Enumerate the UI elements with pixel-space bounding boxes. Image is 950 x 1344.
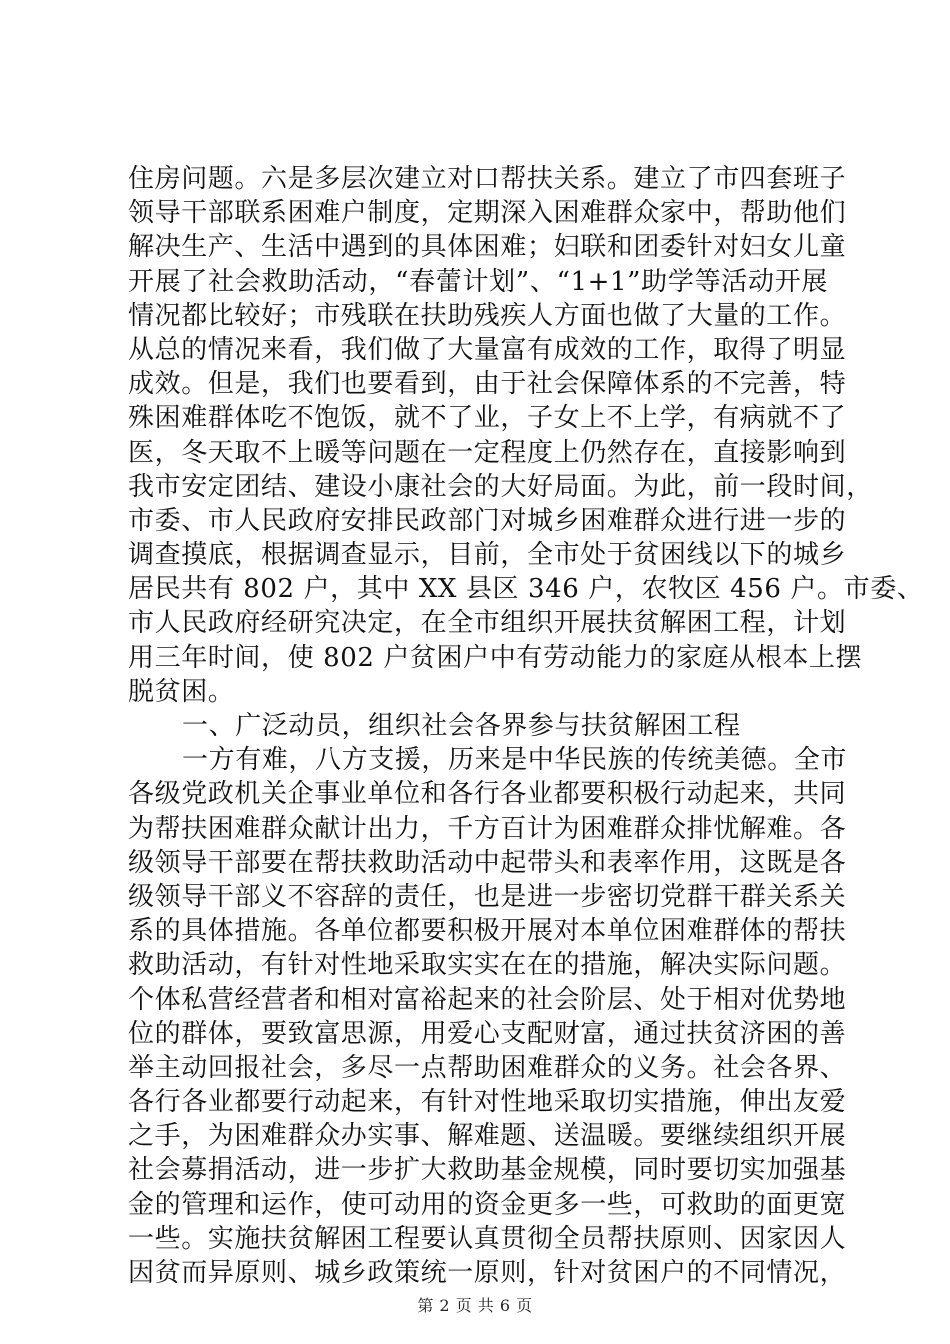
text-line: 调查摸底，根据调查显示，目前，全市处于贫困线以下的城乡 (128, 540, 847, 571)
text-line: 从总的情况来看，我们做了大量富有成效的工作，取得了明显 (128, 334, 847, 365)
text-line: 市委、市人民政府安排民政部门对城乡困难群众进行进一步的 (128, 505, 847, 536)
text-line: 之手，为困难群众办实事、解难题、送温暖。要继续组织开展 (128, 1121, 847, 1152)
text-line: 一方有难，八方支援，历来是中华民族的传统美德。全市 (182, 745, 848, 776)
text-line: 开展了社会救助活动，“春蕾计划”、“1+1”助学等活动开展 (128, 266, 828, 297)
text-line: 级领导干部要在帮扶救助活动中起带头和表率作用，这既是各 (128, 847, 847, 878)
text-line: 因贫而异原则、城乡政策统一原则，针对贫困户的不同情况， (128, 1258, 847, 1288)
text-line: 情况都比较好；市残联在扶助残疾人方面也做了大量的工作。 (128, 300, 847, 331)
text-line: 个体私营经营者和相对富裕起来的社会阶层、处于相对优势地 (128, 984, 847, 1015)
text-line: 我市安定团结、建设小康社会的大好局面。为此，前一段时间， (128, 471, 873, 502)
text-line: 成效。但是，我们也要看到，由于社会保障体系的不完善，特 (128, 369, 847, 400)
body-text (128, 162, 924, 1290)
text-line: 系的具体措施。各单位都要积极开展对本单位困难群体的帮扶 (128, 916, 847, 947)
text-line: 用三年时间，使 802 户贫困户中有劳动能力的家庭从根本上摆 (128, 642, 863, 673)
text-line: 为帮扶困难群众献计出力，千方百计为困难群众排忧解难。各 (128, 813, 847, 844)
text-line: 级领导干部义不容辞的责任，也是进一步密切党群干群关系关 (128, 881, 847, 912)
text-line: 领导干部联系困难户制度，定期深入困难群众家中，帮助他们 (128, 198, 847, 229)
text-line: 举主动回报社会，多尽一点帮助困难群众的义务。社会各界、 (128, 1052, 847, 1083)
text-line: 救助活动，有针对性地采取实实在在的措施，解决实际问题。 (128, 950, 847, 981)
text-line: 位的群体，要致富思源，用爱心支配财富，通过扶贫济困的善 (128, 1018, 847, 1049)
text-line: 市人民政府经研究决定，在全市组织开展扶贫解困工程，计划 (128, 608, 847, 639)
text-line: 一些。实施扶贫解困工程要认真贯彻全员帮扶原则、因家因人 (128, 1223, 847, 1254)
text-line: 社会募捐活动，进一步扩大救助基金规模，同时要切实加强基 (128, 1155, 847, 1186)
text-line: 居民共有 802 户，其中 XX 县区 346 户，农牧区 456 户。市委、 (128, 574, 924, 605)
text-line: 各行各业都要行动起来，有针对性地采取切实措施，伸出友爱 (128, 1087, 847, 1118)
text-line: 各级党政机关企事业单位和各行各业都要积极行动起来，共同 (128, 779, 847, 810)
section-heading: 一、广泛动员，组织社会各界参与扶贫解困工程 (182, 711, 741, 741)
text-line: 医，冬天取不上暖等问题在一定程度上仍然存在，直接影响到 (128, 437, 847, 468)
text-line: 住房问题。六是多层次建立对口帮扶关系。建立了市四套班子 (128, 164, 847, 194)
text-line: 殊困难群体吃不饱饭，就不了业，子女上不上学，有病就不了 (128, 403, 847, 434)
text-line: 金的管理和运作，使可动用的资金更多一些，可救助的面更宽 (128, 1189, 847, 1220)
page-footer: 第 2 页 共 6 页 (417, 1296, 533, 1315)
text-line: 脱贫困。 (128, 676, 235, 707)
text-line: 解决生产、生活中遇到的具体困难；妇联和团委针对妇女儿童 (128, 232, 847, 263)
